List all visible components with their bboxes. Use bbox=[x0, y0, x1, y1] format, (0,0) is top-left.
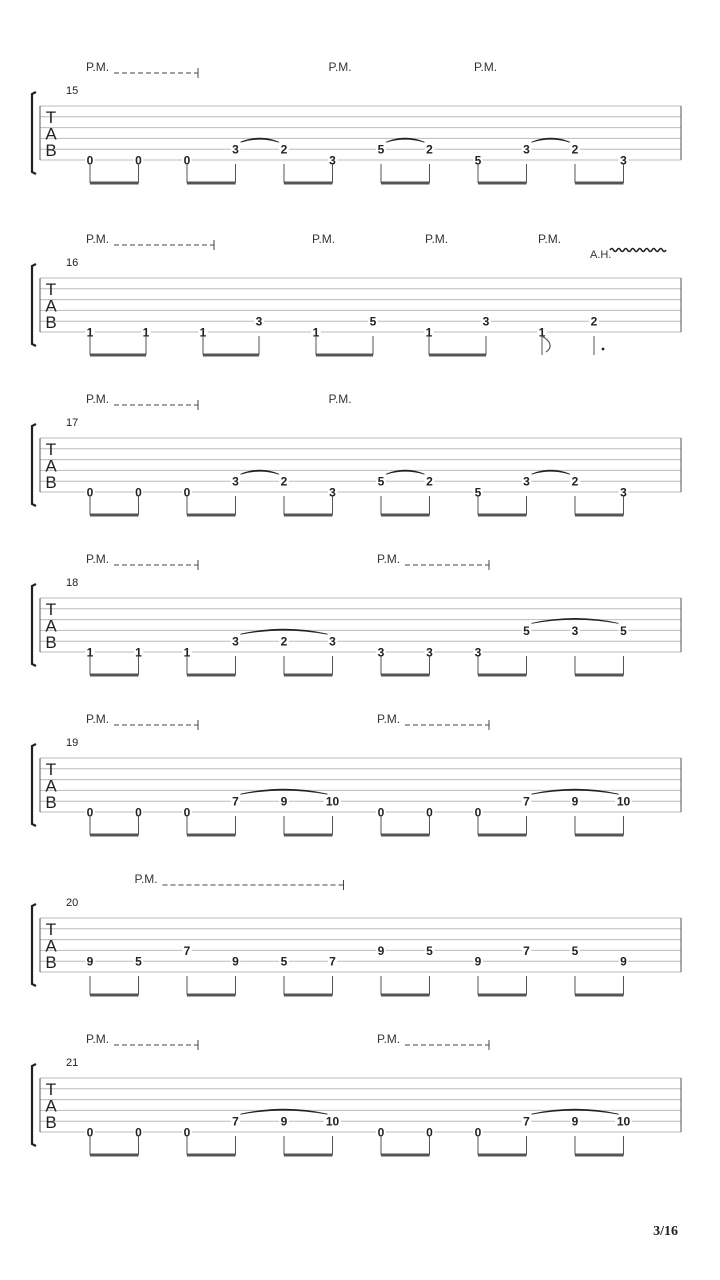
tab-clef-letter: B bbox=[45, 793, 57, 812]
fret-number: 9 bbox=[571, 1114, 579, 1129]
fret-number: 1 bbox=[199, 325, 207, 340]
fret-number: 1 bbox=[86, 645, 94, 660]
palm-mute-label: P.M. bbox=[474, 60, 498, 74]
fret-number: 9 bbox=[377, 943, 385, 958]
fret-number: 2 bbox=[571, 142, 579, 157]
measure-number: 21 bbox=[66, 1057, 79, 1069]
fret-number: 5 bbox=[523, 623, 530, 638]
fret-number: 0 bbox=[135, 153, 142, 168]
tab-clef-letter: A bbox=[45, 776, 57, 796]
palm-mute-label: P.M. bbox=[425, 232, 449, 246]
fret-number: 1 bbox=[142, 325, 150, 340]
fret-number: 10 bbox=[616, 1114, 631, 1129]
fret-number: 9 bbox=[86, 954, 94, 969]
tab-clef-letter: T bbox=[45, 760, 57, 779]
fret-number: 5 bbox=[474, 153, 482, 168]
fret-number: 9 bbox=[280, 794, 288, 809]
fret-number: 10 bbox=[616, 794, 631, 809]
fret-number: 0 bbox=[135, 805, 142, 820]
system-bracket bbox=[32, 1064, 36, 1146]
system-bracket bbox=[32, 92, 36, 174]
fret-number: 0 bbox=[377, 1125, 385, 1140]
palm-mute-label: P.M. bbox=[86, 60, 110, 74]
fret-number: 0 bbox=[183, 805, 191, 820]
page-number: 3/16 bbox=[653, 1224, 678, 1239]
fret-number: 0 bbox=[183, 485, 191, 500]
tab-clef-letter: T bbox=[45, 440, 57, 459]
palm-mute-label: P.M. bbox=[538, 232, 562, 246]
fret-number: 2 bbox=[426, 142, 433, 157]
fret-number: 9 bbox=[232, 954, 239, 969]
fret-number: 2 bbox=[426, 474, 433, 489]
tab-clef-letter: B bbox=[45, 313, 57, 332]
fret-number: 7 bbox=[523, 794, 530, 809]
fret-number: 1 bbox=[538, 325, 546, 340]
tab-clef-letter: B bbox=[45, 1113, 57, 1132]
tab-clef-letter: T bbox=[45, 600, 57, 619]
fret-number: 3 bbox=[523, 474, 530, 489]
palm-mute-label: P.M. bbox=[86, 1032, 110, 1046]
tab-clef-letter: A bbox=[45, 124, 57, 144]
fret-number: 0 bbox=[474, 805, 482, 820]
system-bracket bbox=[32, 424, 36, 506]
fret-number: 0 bbox=[183, 153, 191, 168]
fret-number: 7 bbox=[329, 954, 336, 969]
fret-number: 1 bbox=[86, 325, 94, 340]
fret-number: 9 bbox=[474, 954, 482, 969]
fret-number: 1 bbox=[135, 645, 142, 660]
fret-number: 3 bbox=[482, 314, 490, 329]
fret-number: 0 bbox=[135, 1125, 142, 1140]
tab-system bbox=[32, 60, 681, 183]
palm-mute-label: P.M. bbox=[86, 392, 110, 406]
fret-number: 9 bbox=[571, 794, 579, 809]
fret-number: 3 bbox=[232, 634, 239, 649]
tab-system bbox=[32, 1032, 681, 1155]
tab-clef-letter: A bbox=[45, 616, 57, 636]
fret-number: 0 bbox=[474, 1125, 482, 1140]
fret-number: 5 bbox=[280, 954, 288, 969]
fret-number: 3 bbox=[377, 645, 385, 660]
system-bracket bbox=[32, 904, 36, 986]
tab-clef-letter: A bbox=[45, 296, 57, 316]
fret-number: 2 bbox=[280, 634, 288, 649]
tab-clef-letter: A bbox=[45, 1096, 57, 1116]
fret-number: 7 bbox=[183, 943, 191, 958]
fret-number: 3 bbox=[329, 153, 336, 168]
tab-clef-letter: A bbox=[45, 456, 57, 476]
measure-number: 17 bbox=[66, 417, 79, 429]
palm-mute-label: P.M. bbox=[86, 552, 110, 566]
fret-number: 7 bbox=[523, 943, 530, 958]
fret-number: 2 bbox=[590, 314, 598, 329]
tab-system bbox=[32, 392, 681, 515]
vibrato-wave bbox=[610, 249, 666, 252]
fret-number: 5 bbox=[135, 954, 142, 969]
palm-mute-label: P.M. bbox=[328, 60, 352, 74]
fret-number: 3 bbox=[426, 645, 433, 660]
tab-clef-letter: B bbox=[45, 633, 57, 652]
fret-number: 9 bbox=[620, 954, 627, 969]
fret-number: 2 bbox=[280, 142, 288, 157]
tab-system bbox=[32, 872, 681, 995]
fret-number: 3 bbox=[474, 645, 482, 660]
fret-number: 3 bbox=[329, 485, 336, 500]
system-bracket bbox=[32, 584, 36, 666]
system-bracket bbox=[32, 264, 36, 346]
fret-number: 3 bbox=[571, 623, 579, 638]
fret-number: 10 bbox=[325, 1114, 340, 1129]
fret-number: 0 bbox=[426, 1125, 433, 1140]
palm-mute-label: P.M. bbox=[328, 392, 352, 406]
harmonic-label: A.H. bbox=[590, 249, 612, 261]
tab-system bbox=[32, 712, 681, 835]
measure-number: 15 bbox=[66, 85, 79, 97]
fret-number: 1 bbox=[312, 325, 320, 340]
fret-number: 0 bbox=[135, 485, 142, 500]
fret-number: 3 bbox=[232, 474, 239, 489]
palm-mute-label: P.M. bbox=[377, 1032, 401, 1046]
fret-number: 7 bbox=[232, 794, 239, 809]
fret-number: 10 bbox=[325, 794, 340, 809]
measure-number: 19 bbox=[66, 737, 79, 749]
fret-number: 1 bbox=[183, 645, 191, 660]
tab-clef-letter: B bbox=[45, 473, 57, 492]
fret-number: 0 bbox=[86, 805, 94, 820]
fret-number: 3 bbox=[329, 634, 336, 649]
tab-system bbox=[32, 232, 681, 355]
measure-number: 20 bbox=[66, 897, 79, 909]
fret-number: 2 bbox=[280, 474, 288, 489]
fret-number: 3 bbox=[232, 142, 239, 157]
fret-number: 7 bbox=[523, 1114, 530, 1129]
fret-number: 3 bbox=[620, 153, 627, 168]
fret-number: 1 bbox=[425, 325, 433, 340]
tab-systems bbox=[32, 60, 681, 1155]
tab-clef-letter: B bbox=[45, 141, 57, 160]
fret-number: 0 bbox=[183, 1125, 191, 1140]
fret-number: 0 bbox=[426, 805, 433, 820]
fret-number: 5 bbox=[474, 485, 482, 500]
fret-number: 2 bbox=[571, 474, 579, 489]
fret-number: 3 bbox=[523, 142, 530, 157]
measure-number: 16 bbox=[66, 257, 79, 269]
fret-number: 9 bbox=[280, 1114, 288, 1129]
fret-number: 5 bbox=[571, 943, 579, 958]
fret-number: 5 bbox=[369, 314, 377, 329]
palm-mute-label: P.M. bbox=[134, 872, 158, 886]
palm-mute-label: P.M. bbox=[377, 712, 401, 726]
fret-number: 0 bbox=[86, 1125, 94, 1140]
augmentation-dot bbox=[602, 348, 605, 351]
fret-number: 5 bbox=[620, 623, 627, 638]
fret-number: 0 bbox=[377, 805, 385, 820]
fret-number: 0 bbox=[86, 153, 94, 168]
fret-number: 3 bbox=[620, 485, 627, 500]
tab-clef-letter: T bbox=[45, 920, 57, 939]
fret-number: 5 bbox=[426, 943, 433, 958]
tab-system bbox=[32, 552, 681, 675]
tab-clef-letter: T bbox=[45, 280, 57, 299]
fret-number: 0 bbox=[86, 485, 94, 500]
palm-mute-label: P.M. bbox=[86, 232, 110, 246]
fret-number: 5 bbox=[377, 474, 385, 489]
fret-number: 7 bbox=[232, 1114, 239, 1129]
tab-clef-letter: T bbox=[45, 108, 57, 127]
palm-mute-label: P.M. bbox=[377, 552, 401, 566]
fret-number: 5 bbox=[377, 142, 385, 157]
tab-clef-letter: T bbox=[45, 1080, 57, 1099]
system-bracket bbox=[32, 744, 36, 826]
measure-number: 18 bbox=[66, 577, 79, 589]
tab-clef-letter: A bbox=[45, 936, 57, 956]
palm-mute-label: P.M. bbox=[86, 712, 110, 726]
tab-clef-letter: B bbox=[45, 953, 57, 972]
palm-mute-label: P.M. bbox=[312, 232, 336, 246]
fret-number: 3 bbox=[255, 314, 263, 329]
